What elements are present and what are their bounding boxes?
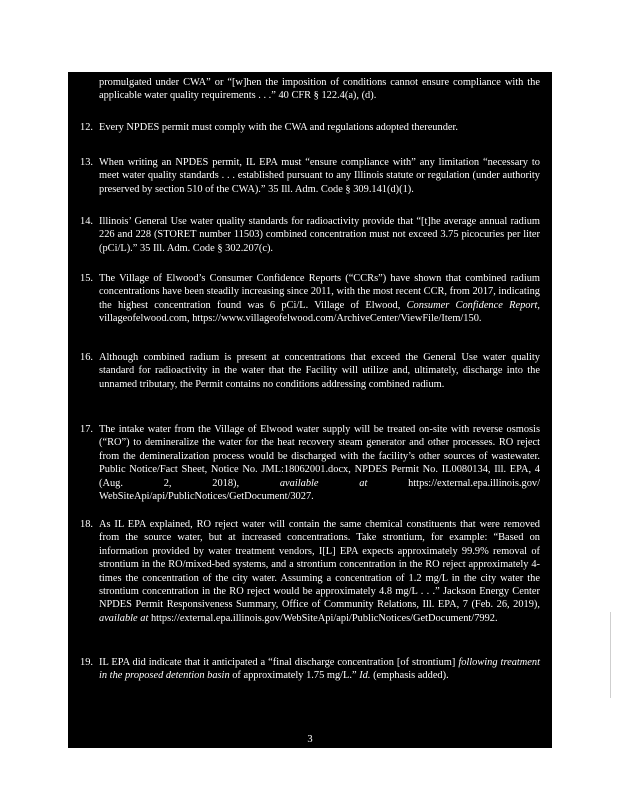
paragraph-text	[80, 351, 540, 391]
paragraph-number: 18.	[80, 519, 93, 530]
text-segment: The intake water from the Village of Elwood water supply will be treated on-site with reverse osmosis (“RO”) to demineralize the water for the heat recovery steam generator and other processes. RO reject from the demineralization process would be discharged with the facility’s other sources of wastewater. Public Notice/Fact Sheet, Notice No. JML:18062001.docx, NPDES Permit No. IL0080134, Ill. EPA, 4 (Aug. 2, 2018),	[99, 424, 540, 489]
italic-text: following treatment in the proposed detention basin	[99, 657, 540, 682]
paragraph-number: 12.	[80, 122, 93, 133]
text-segment: https://external.epa.illinois.gov/ WebSiteApi/api/PublicNotices/GetDocument/3027.	[99, 477, 540, 503]
paragraph-16	[80, 351, 540, 391]
paragraph-text	[80, 423, 540, 503]
paragraph-text	[80, 215, 540, 255]
italic-text: Id.	[359, 670, 371, 682]
text-segment: When writing an NPDES permit, IL EPA must “ensure compliance with” any limitation “necessary to meet water quality standards . . . established pursuant to any Illinois statute or regulation (under authority preserved by section 510 of the CWA).” 35 Ill. Adm. Code § 309.141(d)(1).	[99, 157, 540, 195]
paragraph-number: 17.	[80, 424, 93, 435]
text-segment: IL EPA did indicate that it anticipated a “final discharge concentration [of strontium]	[99, 657, 459, 668]
paragraph-19	[80, 656, 540, 683]
page-number: 3	[307, 734, 313, 745]
paragraph-text	[80, 656, 540, 683]
paragraph-12	[80, 121, 540, 134]
paragraph-text	[80, 518, 540, 625]
text-segment: https://external.epa.illinois.gov/WebSiteApi/api/PublicNotices/GetDocument/7992.	[148, 612, 498, 624]
document-page	[68, 72, 552, 748]
continued-paragraph	[80, 76, 540, 103]
italic-text: Consumer Confidence Report	[406, 299, 538, 311]
text-segment: Every NPDES permit must comply with the CWA and regulations adopted thereunder.	[99, 122, 458, 133]
text-segment: Although combined radium is present at concentrations that exceed the General Use water quality standard for radioactivity in the water that the Facility will utilize and, ultimately, discharge into the unnamed tributary, the Permit contains no conditions addressing combined radium.	[99, 352, 540, 390]
paragraph-number: 19.	[80, 657, 93, 668]
text-segment: The Village of Elwood’s Consumer Confidence Reports (“CCRs”) have shown that combined radium concentrations have been steadily increasing since 2011, with the most recent CCR, from 2017, indicating the highest concentration found was 6 pCi/L. Village of Elwood,	[99, 273, 540, 311]
scan-edge-line	[610, 612, 611, 698]
continued-text: promulgated under CWA” or “[w]hen the imposition of conditions cannot ensure compliance with the applicable water quality requirements . . .” 40 CFR § 122.4(a), (d).	[99, 77, 540, 102]
paragraph-text	[80, 121, 540, 134]
paragraph-number: 14.	[80, 216, 93, 227]
paragraph-text	[80, 272, 540, 326]
paragraph-14	[80, 215, 540, 255]
paragraph-number: 13.	[80, 157, 93, 168]
text-segment: , villageofelwood.com, https://www.villageofelwood.com/ArchiveCenter/ViewFile/Item/150.	[99, 299, 540, 325]
paragraph-15	[80, 272, 540, 326]
paragraph-13	[80, 156, 540, 196]
paragraph-number: 15.	[80, 273, 93, 284]
text-segment: Illinois’ General Use water quality standards for radioactivity provide that “[t]he average annual radium 226 and 228 (STORET number 11503) combined concentration must not exceed 3.75 picocuries per liter (pCi/L).” 35 Ill. Adm. Code § 302.207(c).	[99, 216, 540, 254]
italic-text: available at	[99, 612, 149, 624]
text-segment: of approximately 1.75 mg/L.”	[229, 670, 360, 682]
text-segment: As IL EPA explained, RO reject water will contain the same chemical constituents that were removed from the source water, but at increased concentrations. Take strontium, for example: “Based on information provided by water treatment vendors, I[L] EPA expects approximately 99.9% removal of strontium in the RO/mixed-bed systems, and a strontium concentration in the RO reject approximately 4-times the concentration of the city water. Assuming a concentration of 1.2 mg/L in the city water the strontium concentration in the RO reject would be approximately 4.8 mg/L . . .” Jackson Energy Center NPDES Permit Responsiveness Summary, Office of Community Relations, Ill. EPA, 7 (Feb. 26, 2019),	[99, 519, 540, 611]
text-segment: (emphasis added).	[370, 670, 449, 682]
paragraph-18	[80, 518, 540, 625]
paragraph-text	[80, 156, 540, 196]
paragraph-17	[80, 423, 540, 503]
italic-text: available at	[279, 477, 368, 489]
paragraph-number: 16.	[80, 352, 93, 363]
